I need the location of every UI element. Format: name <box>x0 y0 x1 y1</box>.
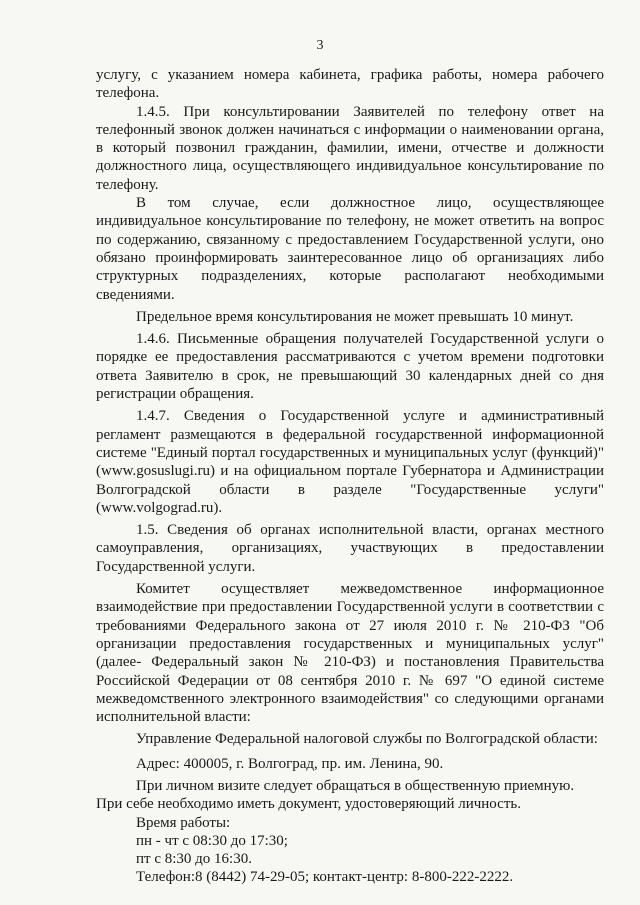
paragraph-hours-label: Время работы: <box>136 814 231 831</box>
paragraph-tax-service: Управление Федеральной налоговой службы по Волгоградской области: <box>136 731 598 748</box>
page-number: 3 <box>316 38 324 53</box>
paragraph-hours-fri: пт с 8:30 до 16:30. <box>136 851 252 868</box>
paragraph-continuation: услугу, с указанием номера кабинета, графика работы, номера рабочего телефона. <box>96 67 604 102</box>
paragraph-address: Адрес: 400005, г. Волгоград, пр. им. Ленина, 90. <box>136 755 444 772</box>
paragraph-1-4-7: 1.4.7. Сведения о Государственной услуге и административный регламент размещаются в федеральной государственной информационной системе "Единый портал государственных и муниципальных услуг (функций)" (www.gosuslugi.ru) и на официальном портале Губернатора и Администрации Волгоградской области в разделе "Государственные услуги" (www.volgograd.ru). <box>96 408 604 516</box>
paragraph-committee: Комитет осуществляет межведомственное информационное взаимодействие при предоставлении Государственной услуги в соответствии с требованиями Федерального закона от 27 июля 2010 г. № 210-ФЗ "Об организации предоставления государственных и муниципальных услуг" (далее- Федеральный закон № 210-ФЗ) и постановления Правительства Российской Федерации от 08 сентября 2010 г. № 697 "О единой системе межведомственного электронного взаимодействия" со следующими органами исполнительной власти: <box>96 581 604 726</box>
paragraph-1-5: 1.5. Сведения об органах исполнительной власти, органах местного самоуправления, организациях, участвующих в предоставлении Государственной услуги. <box>96 522 604 575</box>
paragraph-visit: При личном визите следует обращаться в общественную приемную. <box>136 777 575 794</box>
paragraph-phone: Телефон:8 (8442) 74-29-05; контакт-центр: 8-800-222-2222. <box>136 869 514 886</box>
paragraph-referral: В том случае, если должностное лицо, осуществляющее индивидуальное консультирование по телефону, не может ответить на вопрос по содержанию, связанному с предоставлением Государственной услуги, оно обязано проинформировать заинтересованное лицо об организациях либо структурных подразделениях, которые располагают необходимыми сведениями. <box>96 195 604 303</box>
paragraph-documents: При себе необходимо иметь документ, удостоверяющий личность. <box>96 796 521 813</box>
paragraph-hours-mon-thu: пн - чт с 08:30 до 17:30; <box>136 832 288 849</box>
paragraph-1-4-5: 1.4.5. При консультировании Заявителей по телефону ответ на телефонный звонок должен начинаться с информации о наименовании органа, в который позвонил гражданин, фамилии, имени, отчестве и должности должностного лица, осуществляющего индивидуальное консультирование по телефону. <box>96 103 604 193</box>
paragraph-1-4-6: 1.4.6. Письменные обращения получателей Государственной услуги о порядке ее предоставления рассматриваются с учетом времени подготовки ответа Заявителю в срок, не превышающий 30 календарных дней со дня регистрации обращения. <box>96 331 604 403</box>
paragraph-time-limit: Предельное время консультирования не может превышать 10 минут. <box>136 308 574 325</box>
document-body <box>96 66 604 887</box>
